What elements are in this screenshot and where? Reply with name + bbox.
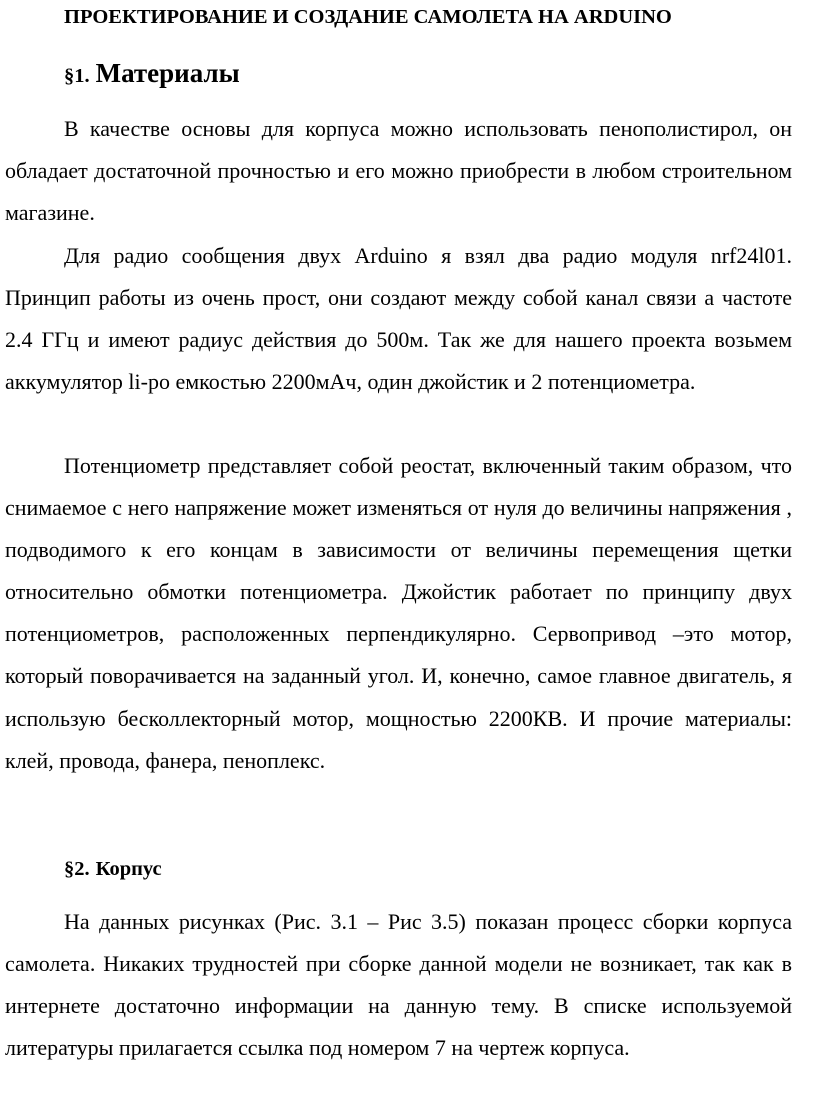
- paragraph-potentiometer: Потенциометр представляет собой реостат, включенный таким образом, что снимаемое с него напряжение может изменяться от нуля до величины напряжения , подводимого к его концам в зависимости от величины перемещения щетки относительно обмотки потенциометра. Джойстик работает по принципу двух потенциометров, расположенных перпендикулярно. Сервопривод –это мотор, который поворачивается на заданный угол. И, конечно, самое главное двигатель, я использую бесколлекторный мотор, мощностью 2200КВ. И прочие материалы: клей, провода, фанера, пеноплекс.: [5, 453, 792, 773]
- section-title: Корпус: [95, 858, 162, 880]
- section-heading-materials: [64, 58, 240, 89]
- section-number: §1.: [64, 65, 90, 87]
- document-title: ПРОЕКТИРОВАНИЕ И СОЗДАНИЕ САМОЛЕТА НА ARDUINO: [64, 6, 672, 28]
- section-title: Материалы: [95, 58, 240, 88]
- paragraph-foam-body: В качестве основы для корпуса можно использовать пенополистирол, он обладает достаточной прочностью и его можно приобрести в любом строительном магазине.: [5, 116, 792, 226]
- paragraph-radio-modules: Для радио сообщения двух Arduino я взял два радио модуля nrf24l01. Принцип работы из очень прост, они создают между собой канал связи а частоте 2.4 ГГц и имеют радиус действия до 500м. Так же для нашего проекта возьмем аккумулятор li-po емкостью 2200мАч, один джойстик и 2 потенциометра.: [5, 243, 792, 395]
- section-heading-body: [64, 855, 162, 883]
- section-number: §2.: [64, 858, 90, 880]
- paragraph-assembly: На данных рисунках (Рис. 3.1 – Рис 3.5) показан процесс сборки корпуса самолета. Никаких трудностей при сборке данной модели не возникает, так как в интернете достаточно информации на данную тему. В списке используемой литературы прилагается ссылка под номером 7 на чертеж корпуса.: [5, 909, 792, 1061]
